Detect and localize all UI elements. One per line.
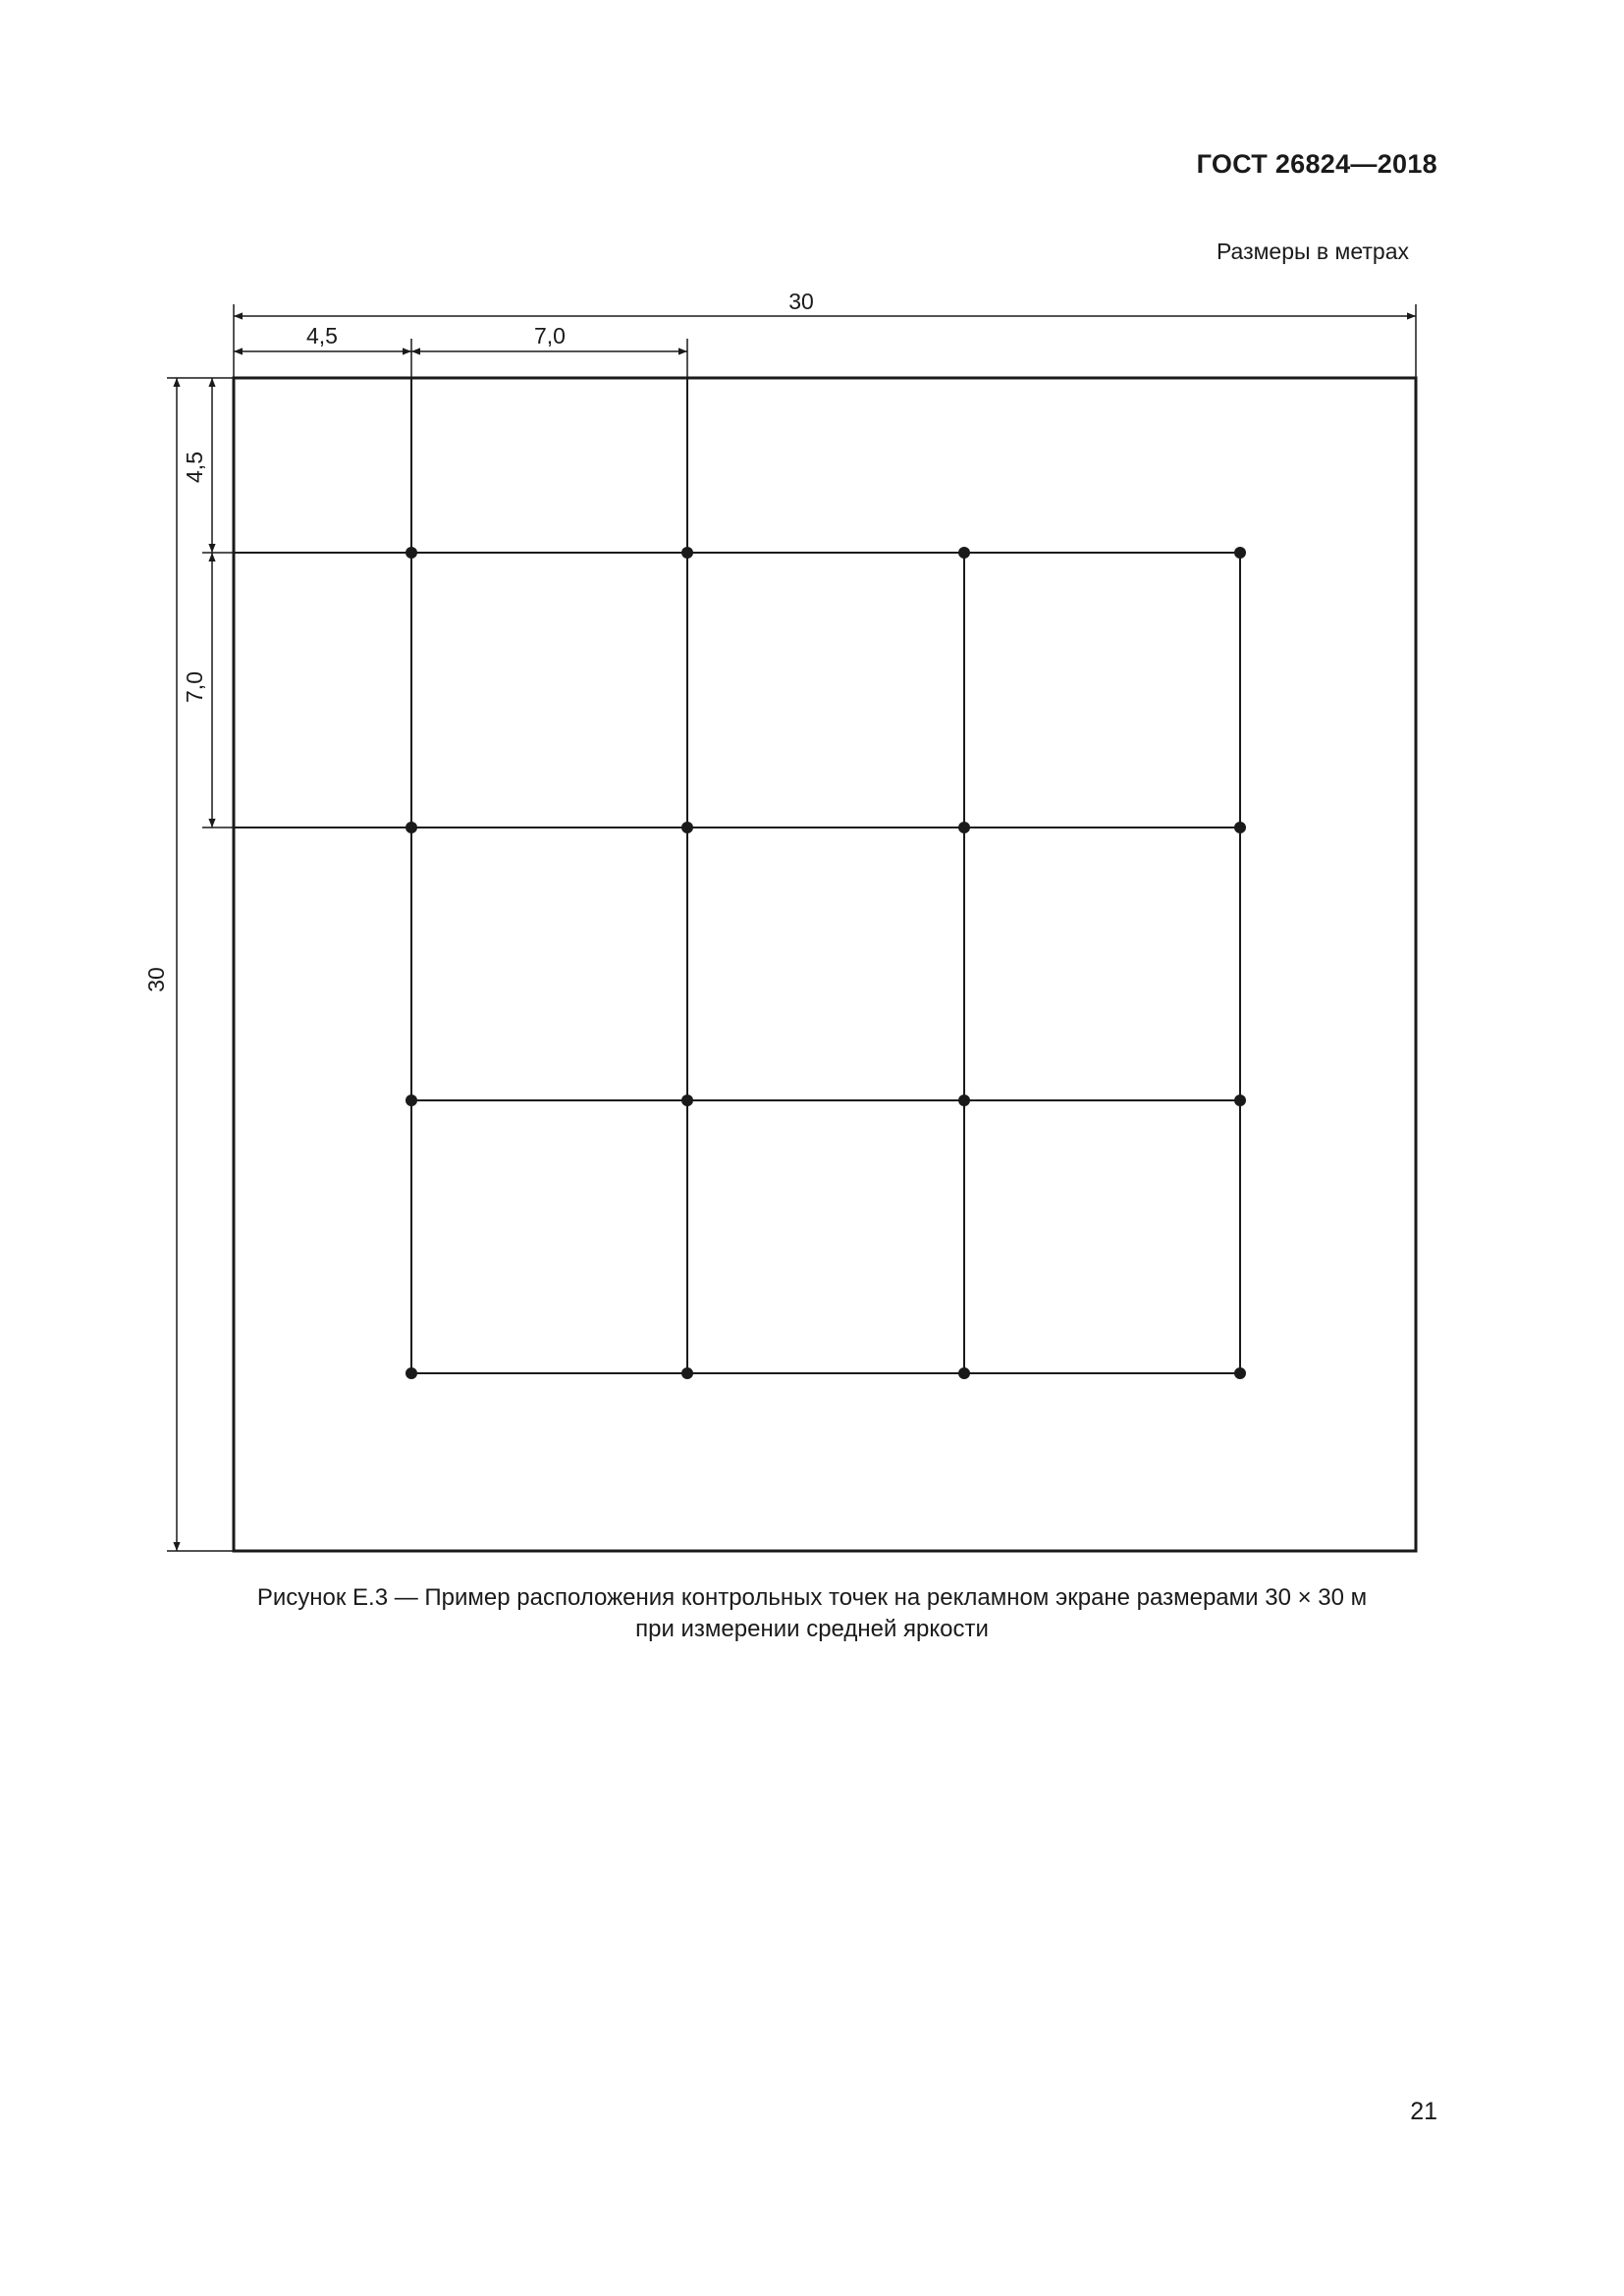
control-point: [958, 1095, 970, 1106]
extension-lines: [167, 304, 1416, 1551]
control-point: [1234, 822, 1246, 833]
control-point: [1234, 547, 1246, 559]
document-code: ГОСТ 26824—2018: [1196, 149, 1437, 179]
control-point: [406, 822, 417, 833]
units-note: Размеры в метрах: [1216, 239, 1409, 264]
control-point: [681, 1095, 693, 1106]
control-point: [1234, 1095, 1246, 1106]
caption-line-2: при измерении средней яркости: [635, 1616, 989, 1642]
measurement-grid: [234, 378, 1240, 1373]
dim-label-width: 30: [788, 289, 814, 314]
dim-label-offset-x: 4,5: [306, 323, 338, 348]
control-point: [1234, 1367, 1246, 1379]
control-point: [406, 547, 417, 559]
control-point: [406, 1095, 417, 1106]
caption-line-1: Рисунок Е.3 — Пример расположения контрольных точек на рекламном экране размерами 30 × 30 м: [256, 1584, 1368, 1611]
control-point: [958, 547, 970, 559]
dim-label-step-x: 7,0: [534, 323, 566, 348]
dim-label-height: 30: [143, 967, 169, 992]
control-points: [406, 547, 1246, 1379]
dimension-lines: [177, 316, 1416, 1551]
control-point: [958, 1367, 970, 1379]
control-point: [958, 822, 970, 833]
dim-label-step-y: 7,0: [182, 671, 207, 703]
control-point: [406, 1367, 417, 1379]
dim-label-offset-y: 4,5: [182, 452, 207, 483]
figure-caption: [0, 1582, 1624, 1645]
control-point: [681, 547, 693, 559]
control-point: [681, 1367, 693, 1379]
page-number: 21: [1410, 2098, 1437, 2125]
control-point: [681, 822, 693, 833]
